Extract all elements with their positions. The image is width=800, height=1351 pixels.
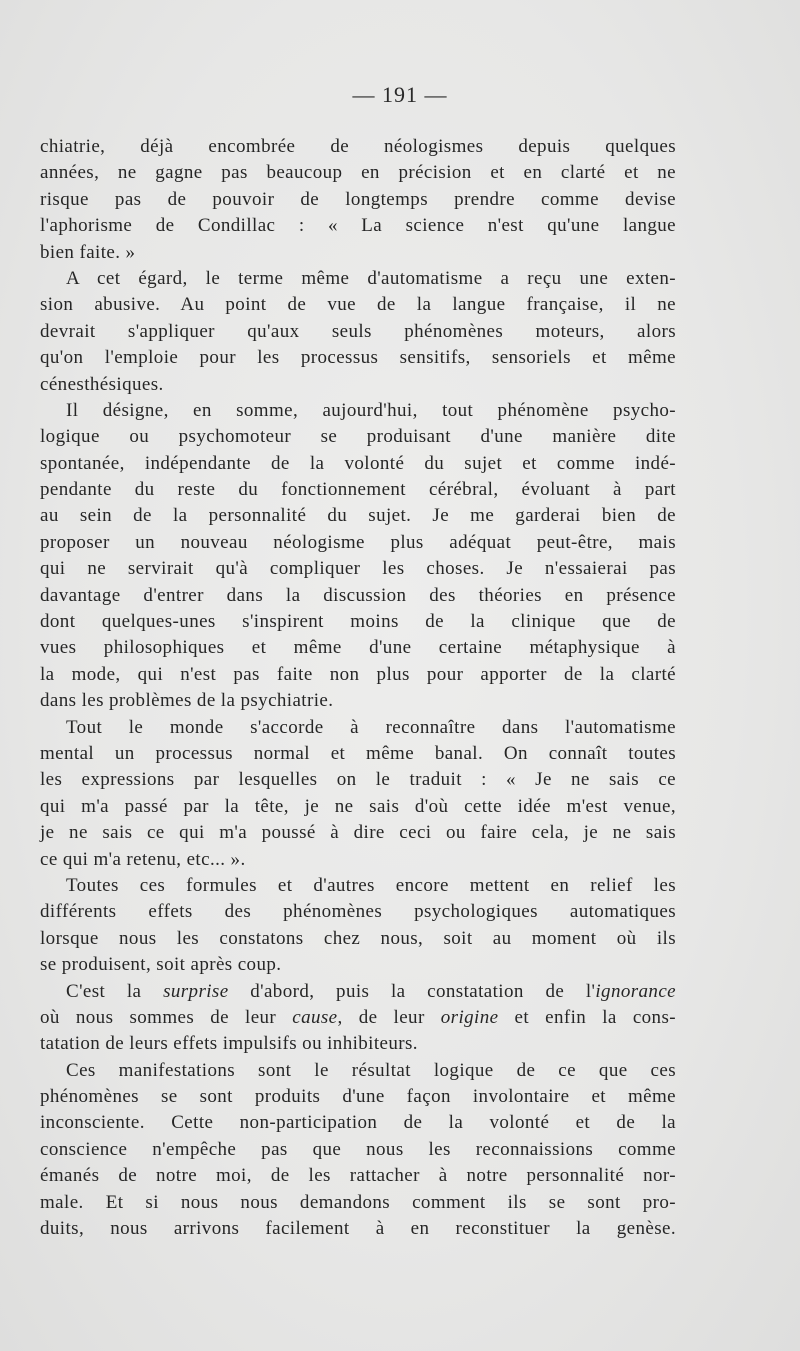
text-line: cénesthésiques.	[40, 373, 164, 395]
text-line: ce qui m'a retenu, etc... ».	[40, 848, 246, 870]
text-line: au sein de la personnalité du sujet. Je me garderai bien de	[40, 505, 676, 527]
text-line: male. Et si nous nous demandons comment ils se sont pro-	[40, 1191, 676, 1213]
text-line: bien faite. »	[40, 241, 136, 263]
text-line: années, ne gagne pas beaucoup en précision et en clarté et ne	[40, 162, 676, 184]
text-line: vues philosophiques et même d'une certaine métaphysique à	[40, 637, 676, 659]
italic-word: origine	[440, 1006, 499, 1028]
text-line: mental un processus normal et même banal. On connaît toutes	[40, 742, 676, 764]
text-line: A cet égard, le terme même d'automatisme a reçu une exten-	[66, 267, 676, 289]
text-segment: et enfin la cons-	[498, 1006, 676, 1028]
text-line: spontanée, indépendante de la volonté du sujet et comme indé-	[40, 452, 676, 474]
text-line: dans les problèmes de la psychiatrie.	[40, 690, 334, 712]
text-line: Tout le monde s'accorde à reconnaître dans l'automatisme	[66, 716, 676, 738]
text-line: dont quelques-unes s'inspirent moins de la clinique que de	[40, 611, 676, 633]
body-text	[40, 134, 676, 1242]
text-segment: C'est la	[66, 980, 164, 1002]
text-line: phénomènes se sont produits d'une façon involontaire et même	[40, 1086, 676, 1108]
italic-word: cause	[292, 1006, 338, 1028]
text-segment: , de leur	[337, 1006, 441, 1028]
text-line: Toutes ces formules et d'autres encore mettent en relief les	[66, 874, 676, 896]
text-line: les expressions par lesquelles on le traduit : « Je ne sais ce	[40, 769, 676, 791]
text-line: qu'on l'emploie pour les processus sensitifs, sensoriels et même	[40, 347, 676, 369]
text-line: logique ou psychomoteur se produisant d'une manière dite	[40, 426, 676, 448]
text-segment: où nous sommes de leur	[40, 1006, 293, 1028]
text-line: je ne sais ce qui m'a poussé à dire ceci ou faire cela, je ne sais	[40, 822, 676, 844]
text-segment: d'abord, puis la constatation de l'	[228, 980, 596, 1002]
text-line: chiatrie, déjà encombrée de néologismes depuis quelques	[40, 136, 676, 157]
text-line: pendante du reste du fonctionnement cérébral, évoluant à part	[40, 479, 676, 501]
text-line: davantage d'entrer dans la discussion des théories en présence	[40, 584, 676, 606]
text-line: lorsque nous les constatons chez nous, soit au moment où ils	[40, 927, 676, 949]
text-line: devrait s'appliquer qu'aux seuls phénomènes moteurs, alors	[40, 320, 676, 342]
text-line: différents effets des phénomènes psychologiques automatiques	[40, 901, 676, 923]
text-line: proposer un nouveau néologisme plus adéquat peut-être, mais	[40, 531, 676, 553]
text-line: duits, nous arrivons facilement à en reconstituer la genèse.	[40, 1218, 676, 1240]
italic-word: ignorance	[595, 980, 676, 1002]
text-line: émanés de notre moi, de les rattacher à notre personnalité nor-	[40, 1165, 676, 1187]
text-line: Ces manifestations sont le résultat logique de ce que ces	[66, 1059, 676, 1081]
text-line: risque pas de pouvoir de longtemps prendre comme devise	[40, 188, 676, 210]
text-line: la mode, qui n'est pas faite non plus pour apporter de la clarté	[40, 663, 676, 685]
text-line: sion abusive. Au point de vue de la langue française, il ne	[40, 294, 676, 316]
text-line: qui m'a passé par la tête, je ne sais d'où cette idée m'est venue,	[40, 795, 676, 817]
text-line: l'aphorisme de Condillac : « La science n'est qu'une langue	[40, 215, 676, 237]
text-line: tatation de leurs effets impulsifs ou inhibiteurs.	[40, 1033, 418, 1055]
text-line: qui ne servirait qu'à compliquer les choses. Je n'essaierai pas	[40, 558, 676, 580]
text-line: conscience n'empêche pas que nous les reconnaissions comme	[40, 1138, 676, 1160]
italic-word: surprise	[163, 980, 229, 1002]
text-line: inconsciente. Cette non-participation de la volonté et de la	[40, 1112, 676, 1134]
page-number: — 191 —	[352, 82, 448, 107]
text-line	[40, 1005, 676, 1031]
text-line: se produisent, soit après coup.	[40, 954, 282, 976]
text-line	[40, 979, 676, 1005]
text-line: Il désigne, en somme, aujourd'hui, tout phénomène psycho-	[66, 399, 676, 421]
